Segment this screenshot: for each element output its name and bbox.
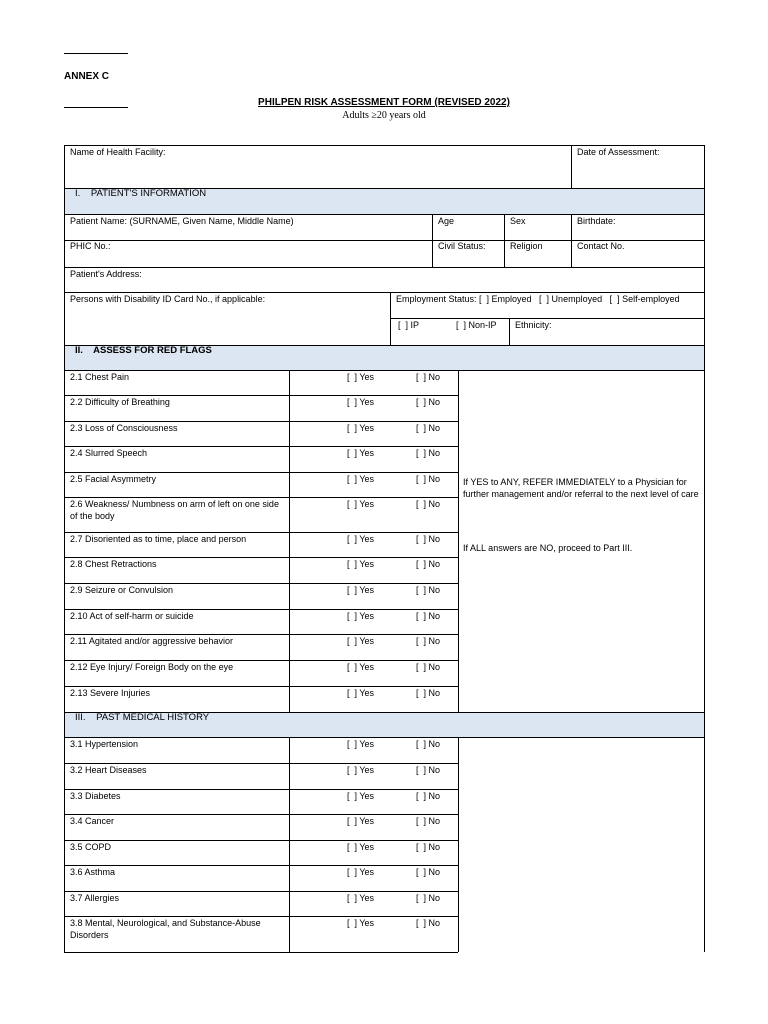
medical-history-label: 3.3 Diabetes	[70, 791, 121, 801]
ip-checkbox[interactable]: [ ] IP	[398, 320, 420, 330]
red-flag-label: 2.10 Act of self-harm or suicide	[70, 611, 194, 621]
red-flag-no-checkbox[interactable]: [ ] No	[416, 534, 441, 544]
non-ip-checkbox[interactable]: [ ] Non-IP	[456, 320, 497, 330]
red-flag-yes-checkbox[interactable]: [ ] Yes	[347, 474, 375, 484]
medical-history-no-checkbox[interactable]: [ ] No	[416, 765, 441, 775]
medical-history-no-checkbox[interactable]: [ ] No	[416, 893, 441, 903]
medical-history-no-checkbox[interactable]: [ ] No	[416, 867, 441, 877]
header-rule-top	[64, 53, 128, 54]
red-flag-yes-checkbox[interactable]: [ ] Yes	[347, 585, 375, 595]
red-flag-yes-checkbox[interactable]: [ ] Yes	[347, 559, 375, 569]
red-flag-no-checkbox[interactable]: [ ] No	[416, 499, 441, 509]
religion-field[interactable]: Religion	[510, 241, 543, 251]
medical-history-yes-checkbox[interactable]: [ ] Yes	[347, 791, 375, 801]
red-flag-label: 2.9 Seizure or Convulsion	[70, 585, 174, 595]
medical-history-label: 3.2 Heart Diseases	[70, 765, 147, 775]
age-field[interactable]: Age	[438, 216, 455, 226]
medical-history-label: 3.7 Allergies	[70, 893, 120, 903]
red-flag-no-checkbox[interactable]: [ ] No	[416, 559, 441, 569]
red-flag-no-checkbox[interactable]: [ ] No	[416, 372, 441, 382]
medical-history-yes-checkbox[interactable]: [ ] Yes	[347, 816, 375, 826]
red-flag-no-checkbox[interactable]: [ ] No	[416, 448, 441, 458]
red-flag-label: 2.8 Chest Retractions	[70, 559, 157, 569]
section-heading-medical-history: III. PAST MEDICAL HISTORY	[75, 712, 210, 723]
red-flag-label: 2.2 Difficulty of Breathing	[70, 397, 170, 407]
medical-history-no-checkbox[interactable]: [ ] No	[416, 791, 441, 801]
patient-name-field[interactable]: Patient Name: (SURNAME, Given Name, Middle Name)	[70, 216, 294, 226]
medical-history-no-checkbox[interactable]: [ ] No	[416, 739, 441, 749]
red-flag-yes-checkbox[interactable]: [ ] Yes	[347, 688, 375, 698]
red-flag-proceed-note: If ALL answers are NO, proceed to Part III.	[463, 543, 633, 553]
red-flag-no-checkbox[interactable]: [ ] No	[416, 585, 441, 595]
pwd-id-field[interactable]: Persons with Disability ID Card No., if applicable:	[70, 294, 266, 304]
red-flag-label: 2.4 Slurred Speech	[70, 448, 148, 458]
red-flag-no-checkbox[interactable]: [ ] No	[416, 636, 441, 646]
employment-status-options[interactable]: Employment Status: [ ] Employed [ ] Unemployed [ ] Self-employed	[396, 294, 680, 304]
form-title: PHILPEN RISK ASSESSMENT FORM (REVISED 2022)	[258, 97, 510, 108]
phic-field[interactable]: PHIC No.:	[70, 241, 111, 251]
medical-history-label: 3.1 Hypertension	[70, 739, 139, 749]
red-flag-label: 2.13 Severe Injuries	[70, 688, 151, 698]
red-flag-yes-checkbox[interactable]: [ ] Yes	[347, 636, 375, 646]
birthdate-field[interactable]: Birthdate:	[577, 216, 616, 226]
medical-history-yes-checkbox[interactable]: [ ] Yes	[347, 918, 375, 928]
contact-field[interactable]: Contact No.	[577, 241, 625, 251]
address-field[interactable]: Patient's Address:	[70, 269, 142, 279]
red-flag-yes-checkbox[interactable]: [ ] Yes	[347, 499, 375, 509]
medical-history-label: 3.5 COPD	[70, 842, 112, 852]
medical-history-no-checkbox[interactable]: [ ] No	[416, 918, 441, 928]
medical-history-yes-checkbox[interactable]: [ ] Yes	[347, 765, 375, 775]
red-flag-yes-checkbox[interactable]: [ ] Yes	[347, 662, 375, 672]
medical-history-no-checkbox[interactable]: [ ] No	[416, 816, 441, 826]
red-flag-label: 2.5 Facial Asymmetry	[70, 474, 157, 484]
red-flag-no-checkbox[interactable]: [ ] No	[416, 688, 441, 698]
red-flag-yes-checkbox[interactable]: [ ] Yes	[347, 372, 375, 382]
red-flag-label: 2.3 Loss of Consciousness	[70, 423, 178, 433]
civil-status-field[interactable]: Civil Status:	[438, 241, 486, 251]
ethnicity-field[interactable]: Ethnicity:	[515, 320, 552, 330]
red-flag-label: 2.7 Disoriented as to time, place and person	[70, 534, 247, 544]
red-flag-yes-checkbox[interactable]: [ ] Yes	[347, 423, 375, 433]
red-flag-yes-checkbox[interactable]: [ ] Yes	[347, 448, 375, 458]
medical-history-yes-checkbox[interactable]: [ ] Yes	[347, 867, 375, 877]
section-heading-red-flags: II. ASSESS FOR RED FLAGS	[75, 345, 212, 356]
medical-history-label: 3.6 Asthma	[70, 867, 116, 877]
medical-history-label: 3.4 Cancer	[70, 816, 115, 826]
section-heading-patient-info: I. PATIENT'S INFORMATION	[75, 188, 207, 199]
red-flag-yes-checkbox[interactable]: [ ] Yes	[347, 397, 375, 407]
red-flag-no-checkbox[interactable]: [ ] No	[416, 423, 441, 433]
medical-history-yes-checkbox[interactable]: [ ] Yes	[347, 842, 375, 852]
health-facility-field[interactable]: Name of Health Facility:	[70, 147, 166, 157]
red-flag-no-checkbox[interactable]: [ ] No	[416, 662, 441, 672]
red-flag-label: 2.12 Eye Injury/ Foreign Body on the eye	[70, 662, 234, 672]
sex-field[interactable]: Sex	[510, 216, 526, 226]
red-flag-no-checkbox[interactable]: [ ] No	[416, 611, 441, 621]
medical-history-yes-checkbox[interactable]: [ ] Yes	[347, 739, 375, 749]
date-of-assessment-field[interactable]: Date of Assessment:	[577, 147, 660, 157]
red-flag-yes-checkbox[interactable]: [ ] Yes	[347, 611, 375, 621]
form-subtitle: Adults ≥20 years old	[342, 110, 426, 121]
red-flag-label: 2.6 Weakness/ Numbness on arm of left on one side of the body	[70, 499, 279, 521]
medical-history-label: 3.8 Mental, Neurological, and Substance-Abuse Disorders	[70, 918, 261, 940]
red-flag-yes-checkbox[interactable]: [ ] Yes	[347, 534, 375, 544]
red-flag-referral-note: If YES to ANY, REFER IMMEDIATELY to a Physician for further management and/or referral to the next level of care	[463, 477, 699, 499]
medical-history-no-checkbox[interactable]: [ ] No	[416, 842, 441, 852]
medical-history-yes-checkbox[interactable]: [ ] Yes	[347, 893, 375, 903]
red-flag-label: 2.11 Agitated and/or aggressive behavior	[70, 636, 233, 646]
red-flag-no-checkbox[interactable]: [ ] No	[416, 397, 441, 407]
red-flag-label: 2.1 Chest Pain	[70, 372, 130, 382]
annex-label: ANNEX C	[64, 71, 110, 82]
red-flag-no-checkbox[interactable]: [ ] No	[416, 474, 441, 484]
